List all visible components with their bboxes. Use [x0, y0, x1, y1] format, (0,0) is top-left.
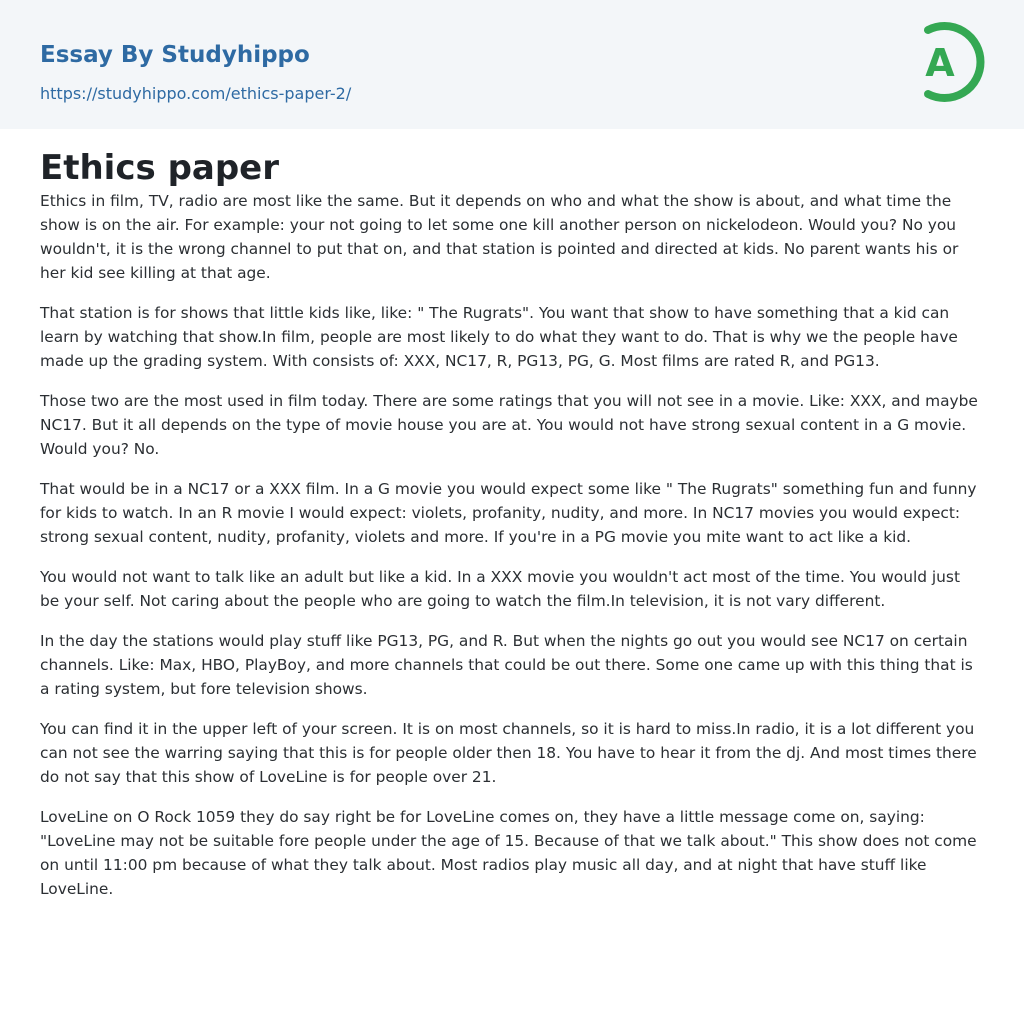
source-url-link[interactable]: https://studyhippo.com/ethics-paper-2/ — [40, 84, 352, 103]
brand-title[interactable]: Essay By Studyhippo — [40, 42, 310, 68]
essay-title: Ethics paper — [40, 148, 280, 188]
studyhippo-a-logo-icon[interactable] — [910, 18, 988, 106]
logo-letter: A — [925, 41, 955, 85]
essay-content — [0, 129, 1024, 901]
essay-paragraph-5: You would not want to talk like an adult but like a kid. In a XXX movie you wouldn't act most of the time. You would just be your self. Not caring about the people who are going to watch the film.In television, it is not vary different. — [40, 568, 960, 610]
essay-paragraph-4: That would be in a NC17 or a XXX film. In a G movie you would expect some like " The Rugrats" something fun and funny for kids to watch. In an R movie I would expect: violets, profanity, nudity, and more. In NC17 movies you would expect: strong sexual content, nudity, profanity, violets and more. If you're in a PG movie you mite want to act like a kid. — [40, 480, 977, 546]
essay-paragraph-7: You can find it in the upper left of your screen. It is on most channels, so it is hard to miss.In radio, it is a lot different you can not see the warring saying that this is for people older then 18. You have to hear it from the dj. And most times there do not say that this show of LoveLine is for people over 21. — [40, 720, 977, 786]
essay-paragraph-2: That station is for shows that little kids like, like: " The Rugrats". You want that show to have something that a kid can learn by watching that show.In film, people are most likely to do what they want to do. That is why we the people have made up the grading system. With consists of: XXX, NC17, R, PG13, PG, G. Most films are rated R, and PG13. — [40, 304, 958, 370]
essay-paragraph-1: Ethics in film, TV, radio are most like the same. But it depends on who and what the show is about, and what time the show is on the air. For example: your not going to let some one kill another person on nickelodeon. Would you? No you wouldn't, it is the wrong channel to put that on, and that station is pointed and directed at kids. No parent wants his or her kid see killing at that age. — [40, 192, 959, 282]
essay-paragraph-8: LoveLine on O Rock 1059 they do say right be for LoveLine comes on, they have a little message come on, saying: "LoveLine may not be suitable fore people under the age of 15. Because of that we talk about." This show does not come on until 11:00 pm because of what they talk about. Most radios play music all day, and at night that have stuff like LoveLine. — [40, 808, 977, 898]
essay-paragraph-6: In the day the stations would play stuff like PG13, PG, and R. But when the nights go out you would see NC17 on certain channels. Like: Max, HBO, PlayBoy, and more channels that could be out there. Some one came up with this thing that is a rating system, but fore television shows. — [40, 632, 973, 698]
site-header — [0, 0, 1024, 129]
essay-paragraph-3: Those two are the most used in film today. There are some ratings that you will not see in a movie. Like: XXX, and maybe NC17. But it all depends on the type of movie house you are at. You would not have strong sexual content in a G movie. Would you? No. — [40, 392, 978, 458]
